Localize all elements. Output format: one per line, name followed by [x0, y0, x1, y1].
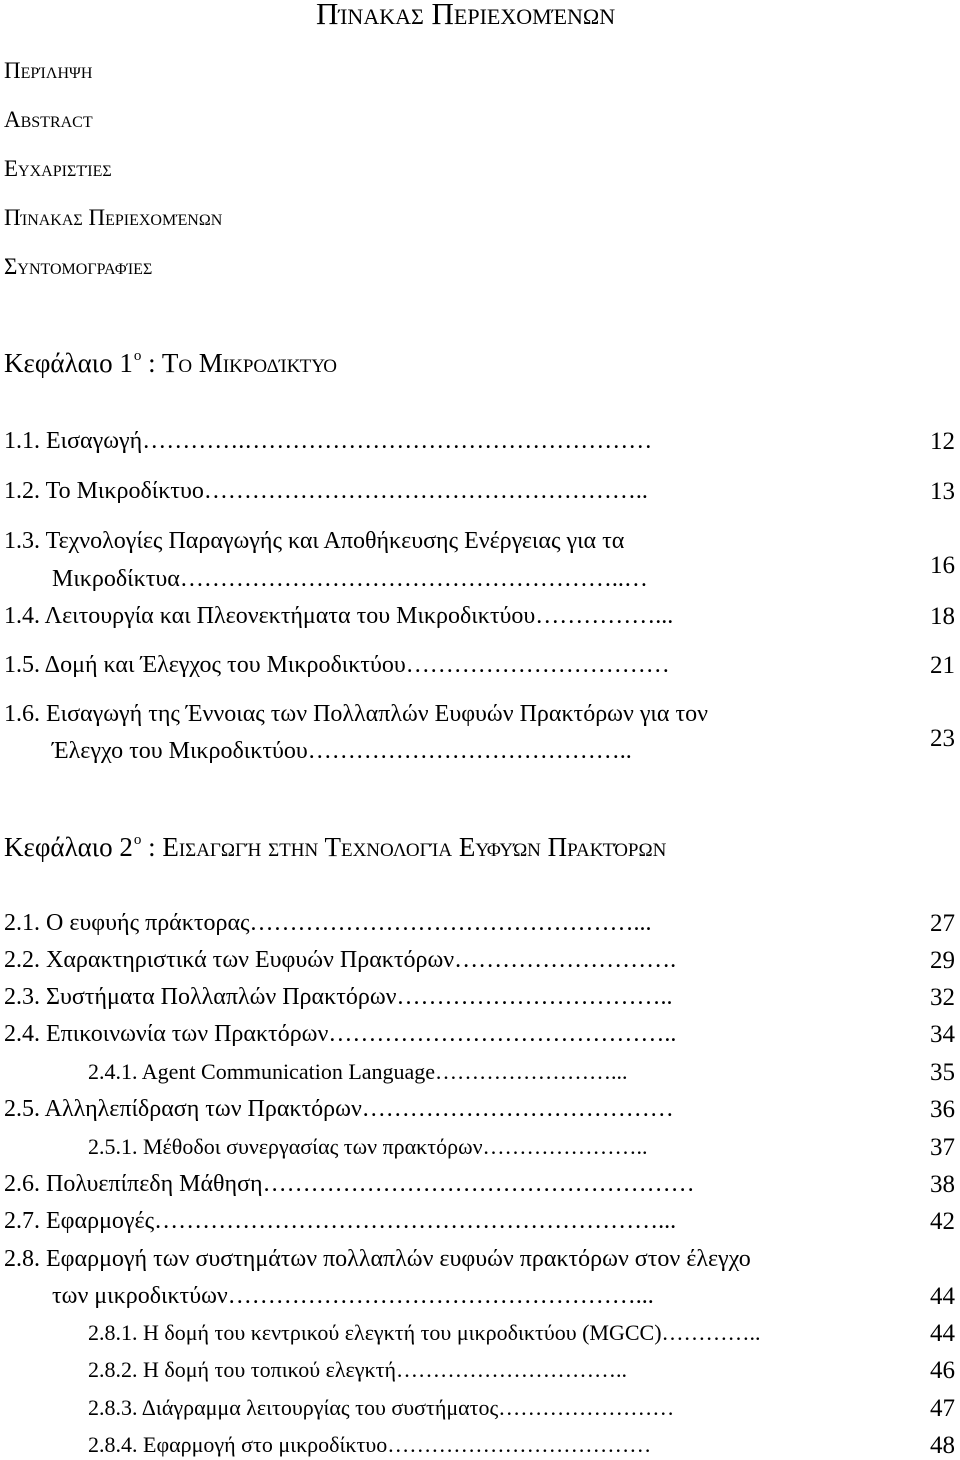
- toc-entry[interactable]: 2.5. Αλληλεπίδραση των Πρακτόρων…………………………………: [4, 1096, 674, 1122]
- page-title: Πίνακας Περιεχομένων: [316, 0, 616, 31]
- toc-entry[interactable]: 2.3. Συστήματα Πολλαπλών Πρακτόρων……………………………..: [4, 984, 673, 1010]
- toc-page-number: 16: [930, 552, 955, 579]
- toc-subentry[interactable]: 2.8.2. Η δομή του τοπικού ελεγκτή…………………………..: [88, 1357, 627, 1382]
- toc-front-contents[interactable]: Πίνακας Περιεχομένων: [4, 205, 223, 230]
- toc-subentry[interactable]: 2.4.1. Agent Communication Language……………………...: [88, 1059, 628, 1084]
- toc-page-number: 44: [930, 1283, 955, 1310]
- toc-page-number: 23: [930, 725, 955, 752]
- toc-entry-continuation[interactable]: Έλεγχο του Μικροδικτύου…………………………………..: [52, 738, 632, 764]
- toc-page-number: 48: [930, 1432, 955, 1459]
- toc-entry-continuation[interactable]: των μικροδικτύων……………………………………………...: [52, 1283, 654, 1309]
- toc-page-number: 35: [930, 1059, 955, 1086]
- chapter-1-prefix: Κεφάλαιο 1: [4, 348, 133, 378]
- toc-entry[interactable]: 2.8. Εφαρμογή των συστημάτων πολλαπλών ευφυών πρακτόρων στον έλεγχο: [4, 1246, 751, 1272]
- toc-entry[interactable]: 2.4. Επικοινωνία των Πρακτόρων……………………………………..: [4, 1021, 677, 1047]
- toc-page-number: 27: [930, 910, 955, 937]
- toc-entry-continuation[interactable]: Μικροδίκτυα………………………………………………..…: [52, 566, 648, 592]
- toc-page-number: 38: [930, 1171, 955, 1198]
- toc-page-number: 29: [930, 947, 955, 974]
- chapter-2-title: : Εισαγωγή στην Τεχνολογία Ευφυών Πρακτόρων: [148, 832, 667, 862]
- toc-subentry[interactable]: 2.5.1. Μέθοδοι συνεργασίας των πρακτόρων…………………..: [88, 1134, 648, 1159]
- toc-page-number: 46: [930, 1357, 955, 1384]
- toc-page-number: 34: [930, 1021, 955, 1048]
- toc-page-number: 36: [930, 1096, 955, 1123]
- toc-entry[interactable]: 1.5. Δομή και Έλεγχος του Μικροδικτύου……………………………: [4, 652, 670, 678]
- toc-entry[interactable]: 1.3. Τεχνολογίες Παραγωγής και Αποθήκευσης Ενέργειας για τα: [4, 528, 625, 554]
- toc-page-number: 13: [930, 478, 955, 505]
- toc-page-number: 32: [930, 984, 955, 1011]
- toc-page-number: 37: [930, 1134, 955, 1161]
- toc-entry[interactable]: 2.1. Ο ευφυής πράκτορας…………………………………………...: [4, 910, 652, 936]
- toc-subentry[interactable]: 2.8.4. Εφαρμογή στο μικροδίκτυο………………………………: [88, 1432, 652, 1457]
- chapter-2-ordinal: ο: [133, 832, 142, 848]
- toc-front-abstract[interactable]: Abstract: [4, 107, 93, 132]
- toc-page-number: 12: [930, 428, 955, 455]
- chapter-2-heading[interactable]: [4, 832, 666, 863]
- toc-front-summary[interactable]: Περίληψη: [4, 58, 93, 83]
- toc-page-number: 42: [930, 1208, 955, 1235]
- toc-entry[interactable]: 2.2. Χαρακτηριστικά των Ευφυών Πρακτόρων……………………….: [4, 947, 677, 973]
- toc-page-number: 21: [930, 652, 955, 679]
- toc-page-number: 44: [930, 1320, 955, 1347]
- chapter-1-heading[interactable]: [4, 348, 337, 379]
- toc-entry[interactable]: 1.4. Λειτουργία και Πλεονεκτήματα του Μικροδικτύου……………...: [4, 603, 674, 629]
- toc-front-acknowledgements[interactable]: Ευχαριστίες: [4, 156, 112, 181]
- chapter-2-prefix: Κεφάλαιο 2: [4, 832, 133, 862]
- toc-entry[interactable]: 1.6. Εισαγωγή της Έννοιας των Πολλαπλών Ευφυών Πρακτόρων για τον: [4, 701, 708, 727]
- toc-entry[interactable]: 1.1. Εισαγωγή………….……………………………………………: [4, 428, 653, 454]
- toc-entry[interactable]: 2.7. Εφαρμογές………………………………………………………...: [4, 1208, 677, 1234]
- chapter-1-ordinal: ο: [133, 348, 142, 364]
- toc-entry[interactable]: 1.2. Το Μικροδίκτυο………………………………………………..: [4, 478, 648, 504]
- toc-front-abbreviations[interactable]: Συντομογραφίες: [4, 254, 153, 279]
- toc-subentry[interactable]: 2.8.3. Διάγραμμα λειτουργίας του συστήματος……………………: [88, 1395, 675, 1420]
- chapter-1-title: : Το Μικροδίκτυο: [148, 348, 337, 378]
- toc-subentry[interactable]: 2.8.1. Η δομή του κεντρικού ελεγκτή του μικροδικτύου (MGCC)…………..: [88, 1320, 761, 1345]
- toc-page-number: 18: [930, 603, 955, 630]
- toc-entry[interactable]: 2.6. Πολυεπίπεδη Μάθηση………………………………………………: [4, 1171, 695, 1197]
- toc-page-number: 47: [930, 1395, 955, 1422]
